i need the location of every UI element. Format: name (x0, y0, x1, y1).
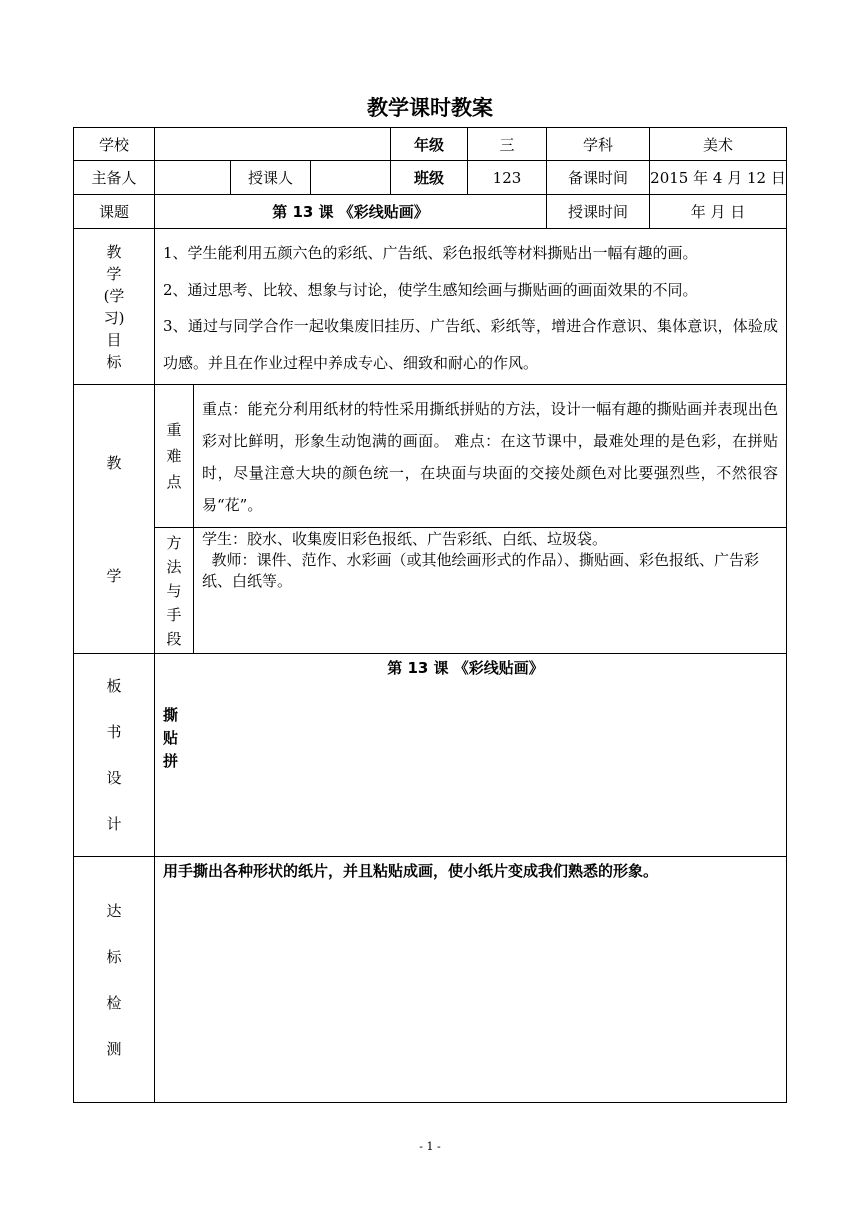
table-row-key-points (74, 385, 787, 528)
objectives-label-char: 标 (106, 352, 122, 371)
board-label-char: 板 (106, 677, 122, 695)
board-item: 贴 (163, 729, 179, 747)
method-label-char: 法 (166, 557, 182, 576)
key-label-char: 难 (166, 447, 182, 465)
methods-label (155, 528, 194, 654)
table-row-preparer (74, 161, 787, 195)
board-label-char: 设 (106, 769, 122, 787)
table-row-objectives (74, 229, 787, 385)
board-title: 第 13 课 《彩线贴画》 (387, 659, 544, 677)
objectives-label-char: 习) (103, 308, 125, 327)
board-list (163, 704, 778, 773)
objectives-label-char: (学 (103, 286, 125, 305)
table-row-board (74, 654, 787, 857)
board-label-char: 书 (106, 723, 122, 741)
school-label: 学校 (74, 128, 155, 161)
key-points-label (155, 385, 194, 528)
teaching-label-top: 教 (106, 454, 122, 472)
method-label-char: 手 (166, 605, 182, 624)
subject-value: 美术 (650, 128, 787, 161)
teach-time-value: 年 月 日 (650, 195, 787, 229)
prep-time-value: 2015 年 4 月 12 日 (650, 161, 787, 195)
table-row-school (74, 128, 787, 161)
table-row-topic (74, 195, 787, 229)
school-value (155, 128, 391, 161)
key-points-content: 重点：能充分利用纸材的特性采用撕纸拼贴的方法，设计一幅有趣的撕贴画并表现出色彩对比鲜明，形象生动饱满的画面。 难点：在这节课中，最难处理的是色彩，在拼贴时，尽量注意大块的颜色统一，在块面与块面的交接处颜色对比要强烈些，不然很容易“花”。 (194, 385, 787, 528)
method-label-char: 方 (166, 533, 182, 552)
board-item: 撕 (163, 706, 179, 724)
grade-label: 年级 (391, 128, 468, 161)
board-content (155, 654, 787, 857)
board-label (74, 654, 155, 857)
method-teacher: 教师：课件、范作、水彩画（或其他绘画形式的作品）、撕贴画、彩色报纸、广告彩纸、白纸等。 (202, 551, 760, 590)
assessment-label-char: 标 (106, 947, 122, 966)
subject-label: 学科 (547, 128, 650, 161)
key-label-char: 点 (166, 473, 182, 491)
topic-value: 第 13 课 《彩线贴画》 (155, 195, 547, 229)
teacher-value (311, 161, 391, 195)
assessment-label-char: 检 (106, 993, 122, 1012)
teacher-label: 授课人 (231, 161, 311, 195)
class-label: 班级 (391, 161, 468, 195)
teaching-label-bottom: 学 (106, 567, 122, 585)
method-student: 学生：胶水、收集废旧彩色报纸、广告彩纸、白纸、垃圾袋。 (202, 530, 608, 548)
page-title: 教学课时教案 (367, 96, 493, 120)
assessment-label-char: 测 (106, 1039, 122, 1058)
teach-time-label: 授课时间 (547, 195, 650, 229)
objectives-content (155, 229, 787, 385)
preparer-label: 主备人 (74, 161, 155, 195)
topic-label: 课题 (74, 195, 155, 229)
assessment-label-char: 达 (106, 901, 122, 920)
methods-content (194, 528, 787, 654)
lesson-plan-table (73, 127, 787, 1103)
objective-item: 3、通过与同学合作一起收集废旧挂历、广告纸、彩纸等，增进合作意识、集体意识，体验成功感。并且在作业过程中养成专心、细致和耐心的作风。 (163, 317, 778, 372)
method-label-char: 与 (166, 581, 182, 600)
objectives-label (74, 229, 155, 385)
objective-item: 1、学生能利用五颜六色的彩纸、广告纸、彩色报纸等材料撕贴出一幅有趣的画。 (163, 244, 698, 262)
objectives-label-char: 目 (106, 330, 122, 349)
objective-item: 2、通过思考、比较、想象与讨论，使学生感知绘画与撕贴画的画面效果的不同。 (163, 280, 698, 299)
key-label-char: 重 (166, 421, 182, 439)
preparer-value (155, 161, 231, 195)
prep-time-label: 备课时间 (547, 161, 650, 195)
assessment-label (74, 857, 155, 1103)
board-item: 拼 (163, 752, 179, 770)
grade-value: 三 (468, 128, 547, 161)
table-row-assessment (74, 857, 787, 1103)
class-value: 123 (468, 161, 547, 195)
table-row-methods (74, 528, 787, 654)
board-label-char: 计 (106, 815, 122, 833)
objectives-label-char: 教 (106, 242, 122, 261)
page-number: - 1 - (419, 1140, 441, 1153)
teaching-label (74, 385, 155, 654)
method-label-char: 段 (166, 629, 182, 648)
objectives-label-char: 学 (106, 264, 122, 283)
assessment-content: 用手撕出各种形状的纸片，并且粘贴成画，使小纸片变成我们熟悉的形象。 (155, 857, 787, 1103)
